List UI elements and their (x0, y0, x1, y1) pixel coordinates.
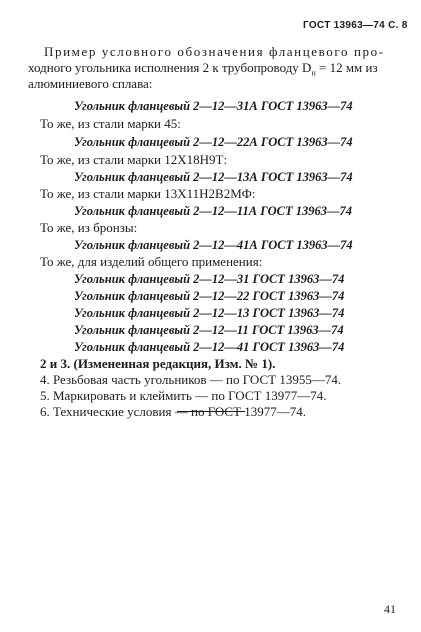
general-designation-4: Угольник фланцевый 2—12—11 ГОСТ 13963—74 (74, 323, 344, 337)
example-designation-4: Угольник фланцевый 2—12—11А ГОСТ 13963—74 (74, 204, 352, 218)
clause-4: 4. Резьбовая часть угольников — по ГОСТ 13955—74. (40, 372, 342, 387)
example-label-3: То же, из стали марки 12Х18Н9Т: (40, 152, 228, 167)
example-label-5: То же, из бронзы: (40, 220, 138, 235)
clause-6: 6. Технические условия — по ГОСТ 13977—74. (40, 404, 307, 419)
page-header: ГОСТ 13963—74 С. 8 (303, 20, 408, 31)
example-designation-1: Угольник фланцевый 2—12—31А ГОСТ 13963—74 (74, 99, 353, 113)
intro-line-2-text: ходного угольника исполнения 2 к трубопроводу D (28, 60, 312, 75)
clause-2-3: 2 и 3. (Измененная редакция, Изм. № 1). (40, 356, 276, 371)
intro-line-3: алюминиевого сплава: (28, 76, 153, 91)
general-label: То же, для изделий общего применения: (40, 254, 263, 269)
clause-5: 5. Маркировать и клеймить — по ГОСТ 13977—74. (40, 388, 327, 403)
example-label-2: То же, из стали марки 45: (40, 116, 181, 131)
example-label-4: То же, из стали марки 13Х11Н2В2МФ: (40, 186, 256, 201)
general-designation-5: Угольник фланцевый 2—12—41 ГОСТ 13963—74 (74, 340, 345, 354)
example-designation-2: Угольник фланцевый 2—12—22А ГОСТ 13963—74 (74, 135, 353, 149)
general-designation-2: Угольник фланцевый 2—12—22 ГОСТ 13963—74 (74, 289, 345, 303)
section-divider (177, 411, 245, 412)
example-designation-5: Угольник фланцевый 2—12—41А ГОСТ 13963—74 (74, 238, 353, 252)
intro-line-1: Пример условного обозначения фланцевого про- (44, 44, 385, 59)
intro-line-2-end: = 12 мм из (315, 60, 378, 75)
intro-subscript: н (311, 68, 316, 78)
general-designation-3: Угольник фланцевый 2—12—13 ГОСТ 13963—74 (74, 306, 345, 320)
general-designation-1: Угольник фланцевый 2—12—31 ГОСТ 13963—74 (74, 272, 345, 286)
page-number: 41 (384, 602, 396, 616)
example-designation-3: Угольник фланцевый 2—12—13А ГОСТ 13963—74 (74, 170, 353, 184)
